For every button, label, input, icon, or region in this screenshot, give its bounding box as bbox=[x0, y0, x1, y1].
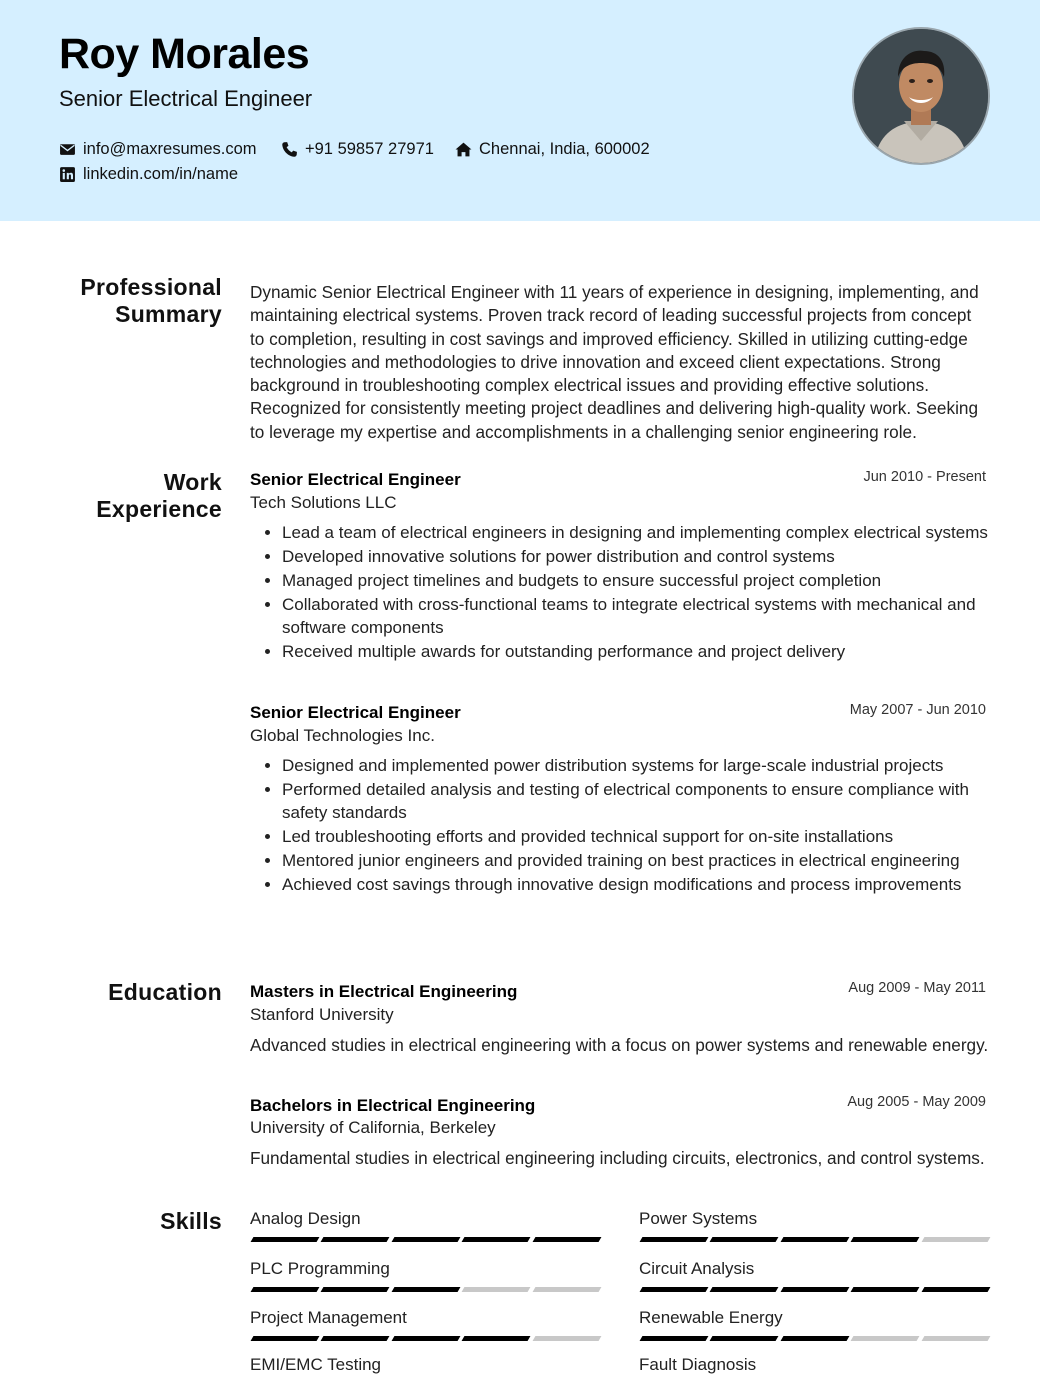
skill-level-bar bbox=[641, 1237, 989, 1243]
skill-name: PLC Programming bbox=[250, 1259, 390, 1278]
skill-level-segment bbox=[851, 1336, 920, 1341]
skill-level-segment bbox=[532, 1336, 601, 1341]
envelope-icon bbox=[59, 141, 76, 158]
education-description: Advanced studies in electrical engineering with a focus on power systems and renewable energy. bbox=[250, 1035, 989, 1055]
skill-level-segment bbox=[391, 1287, 460, 1292]
skill-level-segment bbox=[321, 1336, 390, 1341]
phone-text: +91 59857 27971 bbox=[305, 140, 434, 158]
list-item: • Led troubleshooting efforts and provided technical support for on-site installations bbox=[282, 825, 990, 848]
skill-level-segment bbox=[851, 1287, 920, 1292]
skill-level-segment bbox=[391, 1237, 460, 1242]
skill-level-segment bbox=[640, 1287, 709, 1292]
skill-level-segment bbox=[780, 1237, 849, 1242]
section-title-line: Summary bbox=[115, 301, 222, 327]
job-dates: Jun 2010 - Present bbox=[863, 469, 986, 485]
skill-level-segment bbox=[391, 1336, 460, 1341]
skill-level-bar bbox=[641, 1287, 989, 1293]
skill-level-segment bbox=[462, 1287, 531, 1292]
list-item: • Managed project timelines and budgets to ensure successful project completion bbox=[282, 569, 990, 592]
section-title-summary bbox=[40, 274, 222, 328]
list-item: • Mentored junior engineers and provided training on best practices in electrical engineering bbox=[282, 849, 990, 872]
section-title-line: Work bbox=[163, 469, 222, 495]
school-name: Stanford University bbox=[250, 1005, 394, 1024]
skill-level-bar bbox=[252, 1287, 600, 1293]
skill-level-bar bbox=[641, 1336, 989, 1342]
skill-level-segment bbox=[640, 1237, 709, 1242]
skill-level-bar bbox=[252, 1336, 600, 1342]
skill-level-segment bbox=[710, 1287, 779, 1292]
skill-level-segment bbox=[251, 1287, 320, 1292]
skill-level-segment bbox=[321, 1237, 390, 1242]
skill-level-segment bbox=[640, 1336, 709, 1341]
section-title-work bbox=[40, 469, 222, 523]
skill-level-segment bbox=[532, 1237, 601, 1242]
contact-location bbox=[455, 140, 650, 159]
list-item: • Developed innovative solutions for power distribution and control systems bbox=[282, 545, 990, 568]
section-title-skills: Skills bbox=[160, 1208, 222, 1234]
skill-level-segment bbox=[780, 1287, 849, 1292]
skill-name: Analog Design bbox=[250, 1209, 361, 1228]
list-item: • Collaborated with cross-functional teams to integrate electrical systems with mechanical and software components bbox=[282, 593, 990, 640]
profile-photo bbox=[852, 27, 990, 165]
skill-level-segment bbox=[532, 1287, 601, 1292]
list-item: • Lead a team of electrical engineers in designing and implementing complex electrical systems bbox=[282, 521, 990, 544]
skill-name: Circuit Analysis bbox=[639, 1259, 755, 1278]
job-role: Senior Electrical Engineer bbox=[250, 470, 461, 489]
skill-level-segment bbox=[251, 1336, 320, 1341]
job-company: Global Technologies Inc. bbox=[250, 726, 435, 745]
degree-title: Bachelors in Electrical Engineering bbox=[250, 1096, 536, 1115]
education-dates: Aug 2009 - May 2011 bbox=[848, 980, 986, 996]
list-item: • Designed and implemented power distribution systems for large-scale industrial projects bbox=[282, 754, 990, 777]
location-text: Chennai, India, 600002 bbox=[479, 140, 650, 158]
skill-level-segment bbox=[251, 1237, 320, 1242]
job-dates: May 2007 - Jun 2010 bbox=[849, 702, 986, 718]
skill-name: Power Systems bbox=[639, 1209, 758, 1228]
candidate-title: Senior Electrical Engineer bbox=[59, 86, 313, 111]
skill-level-segment bbox=[462, 1336, 531, 1341]
job-company: Tech Solutions LLC bbox=[250, 493, 397, 512]
section-title-education: Education bbox=[108, 979, 222, 1005]
skill-level-segment bbox=[921, 1287, 990, 1292]
email-text: info@maxresumes.com bbox=[83, 140, 257, 158]
section-title-line: Professional bbox=[80, 274, 222, 300]
education-dates: Aug 2005 - May 2009 bbox=[847, 1094, 986, 1110]
linkedin-text: linkedin.com/in/name bbox=[83, 165, 238, 183]
degree-title: Masters in Electrical Engineering bbox=[250, 982, 518, 1001]
skill-name: Project Management bbox=[250, 1308, 407, 1327]
phone-icon bbox=[281, 141, 298, 158]
job-role: Senior Electrical Engineer bbox=[250, 703, 461, 722]
list-item: • Performed detailed analysis and testing of electrical components to ensure compliance with safety standards bbox=[282, 778, 990, 825]
skill-name: Renewable Energy bbox=[639, 1308, 783, 1327]
skill-level-segment bbox=[851, 1237, 920, 1242]
skill-name: EMI/EMC Testing bbox=[250, 1355, 382, 1374]
skill-level-segment bbox=[921, 1336, 990, 1341]
education-description: Fundamental studies in electrical engineering including circuits, electronics, and control systems. bbox=[250, 1148, 985, 1168]
skill-level-segment bbox=[780, 1336, 849, 1341]
summary-text: Dynamic Senior Electrical Engineer with 11 years of experience in designing, implementing, and maintaining electrical systems. Proven track record of leading successful projects from concept to completion, resulting in cost savings and improved efficiency. Skilled in utilizing cutting-edge technologies and methodologies to drive innovation and exceed client expectations. Strong background in troubleshooting complex electrical issues and providing effective solutions. Recognized for consistently meeting project deadlines and delivering high-quality work. Seeking to leverage my expertise and accomplishments in a challenging senior engineering role. bbox=[250, 282, 979, 442]
job-bullets bbox=[250, 521, 990, 664]
skill-level-segment bbox=[710, 1336, 779, 1341]
skill-level-segment bbox=[921, 1237, 990, 1242]
school-name: University of California, Berkeley bbox=[250, 1118, 496, 1137]
home-icon bbox=[455, 141, 472, 158]
resume-header bbox=[0, 0, 1040, 221]
section-title-line: Experience bbox=[96, 496, 222, 522]
contact-linkedin[interactable] bbox=[59, 165, 238, 184]
job-bullets bbox=[250, 754, 990, 897]
skill-level-bar bbox=[252, 1237, 600, 1243]
skill-level-segment bbox=[462, 1237, 531, 1242]
skill-name: Fault Diagnosis bbox=[639, 1355, 757, 1374]
candidate-name: Roy Morales bbox=[59, 30, 310, 78]
contact-phone[interactable] bbox=[281, 140, 434, 159]
list-item: • Received multiple awards for outstanding performance and project delivery bbox=[282, 640, 990, 663]
skill-level-segment bbox=[321, 1287, 390, 1292]
contact-email[interactable] bbox=[59, 140, 257, 159]
linkedin-icon bbox=[59, 166, 76, 183]
list-item: • Achieved cost savings through innovative design modifications and process improvements bbox=[282, 873, 990, 896]
skill-level-segment bbox=[710, 1237, 779, 1242]
